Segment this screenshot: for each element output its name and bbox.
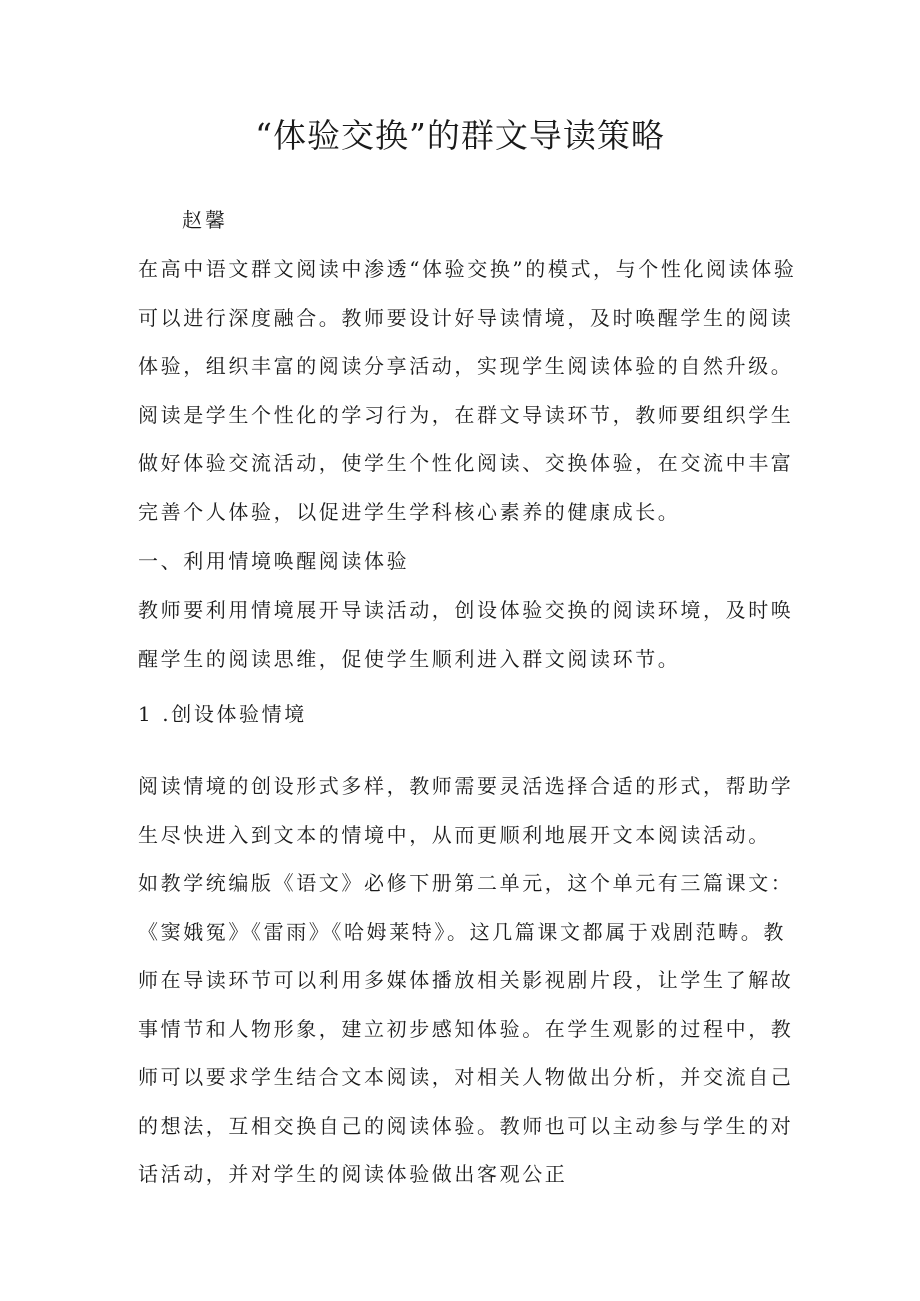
- intro-paragraph: 在高中语文群文阅读中渗透“体验交换”的模式，与个性化阅读体验可以进行深度融合。教师要设计好导读情境，及时唤醒学生的阅读体验，组织丰富的阅读分享活动，实现学生阅读体验的自然升级。阅读是学生个性化的学习行为，在群文导读环节，教师要组织学生做好体验交流活动，使学生个性化阅读、交换体验，在交流中丰富完善个人体验，以促进学生学科核心素养的健康成长。: [138, 257, 797, 524]
- subsection-heading-1: 1 .创设体验情境: [138, 702, 307, 726]
- section1-paragraph: 教师要利用情境展开导读活动，创设体验交换的阅读环境，及时唤醒学生的阅读思维，促使学生顺利进入群文阅读环节。: [138, 598, 794, 671]
- section-heading-1: 一、利用情境唤醒阅读体验: [138, 549, 410, 573]
- author-name: 赵馨: [182, 208, 228, 232]
- subsection1-paragraph: 阅读情境的创设形式多样，教师需要灵活选择合适的形式，帮助学生尽快进入到文本的情境中，从而更顺利地展开文本阅读活动。: [138, 774, 794, 847]
- document-title: “体验交换”的群文导读策略: [255, 116, 665, 155]
- example-paragraph: 如教学统编版《语文》必修下册第二单元，这个单元有三篇课文：《窦娥冤》《雷雨》《哈姆莱特》。这几篇课文都属于戏剧范畴。教师在导读环节可以利用多媒体播放相关影视剧片段，让学生了解故事情节和人物形象，建立初步感知体验。在学生观影的过程中，教师可以要求学生结合文本阅读，对相关人物做出分析，并交流自己的想法，互相交换自己的阅读体验。教师也可以主动参与学生的对话活动，并对学生的阅读体验做出客观公正: [138, 871, 794, 1186]
